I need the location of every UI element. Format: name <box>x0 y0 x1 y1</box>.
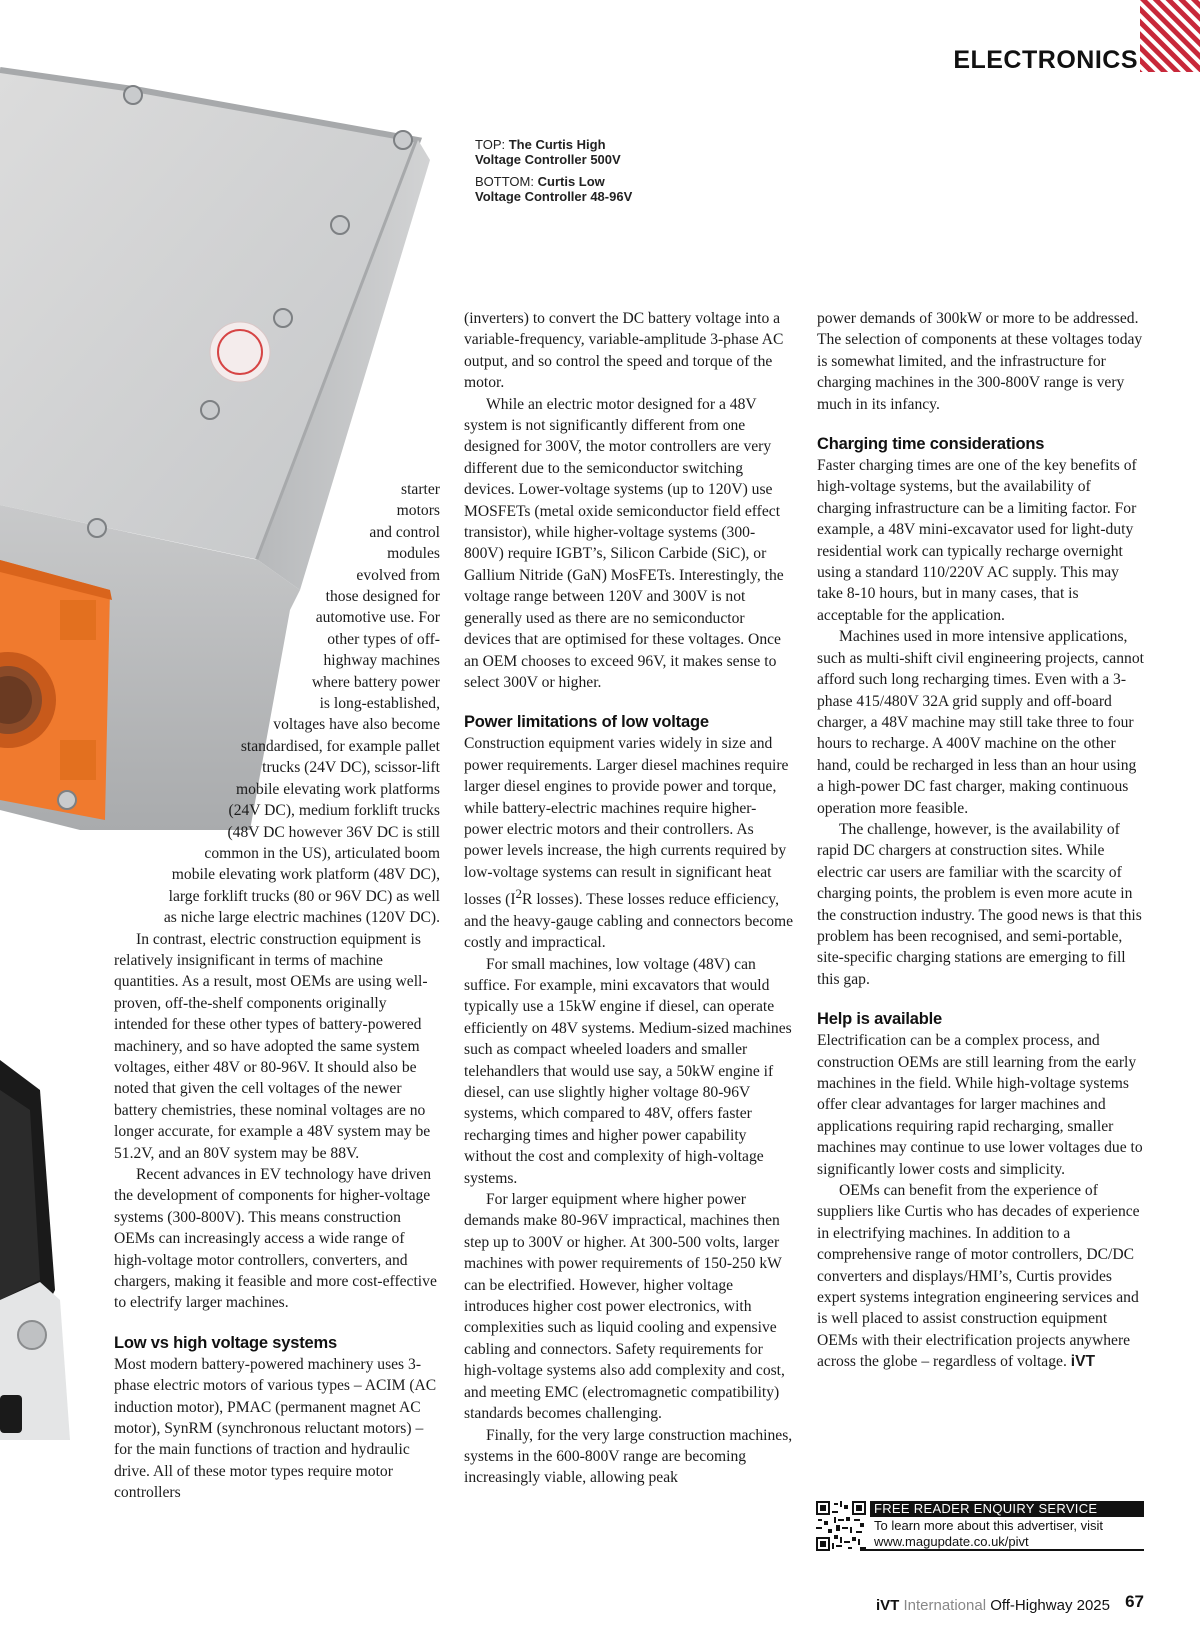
subheading-power-limitations: Power limitations of low voltage <box>464 713 709 732</box>
caption-top-prefix: TOP: <box>475 137 506 152</box>
intro-line: is long-established, <box>319 695 440 713</box>
article-column-3 <box>817 308 1147 1373</box>
intro-line: evolved from <box>356 566 440 584</box>
footer-brand: iVT <box>875 1597 900 1614</box>
article-column-2 <box>464 308 794 1489</box>
body-paragraph: In contrast, electric construction equipment is relatively insignificant in terms of machine quantities. As a result, most OEMs are using well-proven, off-the-shelf components originally intended for these other types of battery-powered machinery, and so have adopted the same system voltages, either 48V or 80-96V. It should also be noted that given the cell voltages of the newer battery chemistries, these nominal voltages are no longer accurate, for example a 48V system may be 51.2V, and an 80V system may be 88V. <box>114 930 431 1162</box>
article-column-1 <box>114 479 440 1504</box>
enquiry-text <box>874 1518 1144 1550</box>
body-paragraph: While an electric motor designed for a 48V system is not significantly different from one designed for 300V, the motor controllers are very different due to the semiconductor switching devices. Lower-voltage systems (up to 120V) use MOSFETs (metal oxide semiconductor field effect transistor), while higher-voltage systems (300-800V) require IGBT’s, Silicon Carbide (SiC), or Gallium Nitride (GaN) MosFETs. Interestingly, the voltage range between 120V and 300V is not generally used as there are no semiconductor devices that are optimised for these voltages. Once an OEM chooses to exceed 96V, it makes sense to select 300V or higher. <box>464 395 784 691</box>
body-paragraph: Faster charging times are one of the key benefits of high-voltage systems, but the availability of charging infrastructure can be a limiting factor. For example, a 48V mini-excavator used for light-duty residential work can typically recharge overnight using a standard 110/220V AC supply. This may take 8-10 hours, but in many cases, that is acceptable for the application. <box>817 457 1137 624</box>
qr-code-icon[interactable] <box>816 1501 866 1551</box>
body-paragraph: Recent advances in EV technology have driven the development of components for higher-voltage systems (300-800V). This means construction OEMs can increasingly access a wide range of high-voltage motor controllers, converters, and chargers, making it feasible and more cost-effective to electrify larger machines. <box>114 1166 437 1312</box>
enquiry-title: FREE READER ENQUIRY SERVICE <box>870 1501 1144 1517</box>
section-title: ELECTRONICS <box>953 46 1138 74</box>
intro-line: (48V DC however 36V DC is still <box>227 823 440 841</box>
text-run: OEMs can benefit from the experience of suppliers like Curtis who has decades of experience in electrifying machines. In addition to a comprehensive range of motor controllers, DC/DC converters and displays/HMI’s, Curtis provides expert systems integration engineering services and is well placed to assist construction equipment OEMs with their electrification projects anywhere across the globe – regardless of voltage. <box>817 1182 1140 1371</box>
intro-line: motors <box>396 502 440 520</box>
body-paragraph: The challenge, however, is the availability of rapid DC chargers at construction sites. While electric car users are familiar with the scarcity of charging points, the problem is even more acute in the construction industry. The good news is that this problem has been recognised, and semi-portable, site-specific charging stations are emerging to fill this gap. <box>817 820 1142 988</box>
reader-enquiry-box[interactable] <box>816 1501 1144 1551</box>
body-paragraph: Electrification can be a complex process, and construction OEMs are still learning from the early machines in the field. While high-voltage systems offer clear advantages for larger machines and applications requiring rapid recharging, smaller machines may continue to use lower voltages due to significantly lower costs and simplicity. <box>817 1032 1143 1178</box>
page-number: 67 <box>1125 1592 1144 1611</box>
body-paragraph: (inverters) to convert the DC battery voltage into a variable-frequency, variable-amplitude 3-phase AC output, and so control the speed and torque of the motor. <box>464 310 784 392</box>
caption-top <box>475 137 635 167</box>
intro-line: mobile elevating work platform (48V DC), <box>171 866 440 884</box>
intro-line: starter <box>401 481 440 498</box>
intro-line: common in the US), articulated boom <box>204 844 440 862</box>
footer-issue: Off-Highway 2025 <box>990 1597 1110 1614</box>
intro-line: as niche large electric machines (120V DC). <box>163 909 440 927</box>
page-footer <box>876 1597 1110 1614</box>
intro-line: highway machines <box>323 652 440 670</box>
header-stripe-decoration <box>1140 0 1200 72</box>
subheading-help-available: Help is available <box>817 1010 942 1029</box>
end-mark: iVT <box>1070 1353 1096 1371</box>
footer-international: International <box>903 1597 987 1614</box>
wrapped-intro-text <box>114 479 440 929</box>
intro-line: standardised, for example pallet <box>240 737 440 755</box>
body-paragraph: For larger equipment where higher power demands make 80-96V impractical, machines then step up to 300V or higher. At 300-500 volts, larger machines with power requirements of 150-250 kW can be electrified. However, higher voltage introduces higher cost power electronics, with complexities such as liquid cooling and expensive cabling and connectors. Safety requirements for high-voltage systems also add complexity and cost, and meeting EMC (electromagnetic compatibility) standards becomes challenging. <box>464 1191 785 1423</box>
intro-line: (24V DC), medium forklift trucks <box>228 802 440 820</box>
text-run: Construction equipment varies widely in size and power requirements. Larger diesel machines require larger diesel engines to provide power and torque, while battery-electric machines require higher-power electric motors and their controllers. As power levels increase, the high currents required by low-voltage systems can result in significant heat losses (I <box>464 735 789 909</box>
caption-bottom <box>475 174 635 204</box>
intro-line: trucks (24V DC), scissor-lift <box>262 759 440 777</box>
caption-bottom-prefix: BOTTOM: <box>475 174 534 189</box>
body-paragraph: For small machines, low voltage (48V) can suffice. For example, mini excavators that would typically use a 15kW engine if diesel, can operate efficiently on 48V systems. Medium-sized machines such as compact wheeled loaders and smaller telehandlers that would use say, a 50kW engine if diesel, can use slightly higher voltage 80-96V systems, which compared to 48V, offers faster recharging times and higher power capability without the cost and complexity of high-voltage systems. <box>464 955 792 1187</box>
intro-line: those designed for <box>325 588 440 606</box>
body-paragraph <box>464 733 794 953</box>
body-paragraph <box>817 1180 1147 1373</box>
image-caption <box>475 137 635 211</box>
subheading-low-vs-high: Low vs high voltage systems <box>114 1333 337 1352</box>
intro-line: voltages have also become <box>273 716 440 734</box>
superscript: 2 <box>515 886 523 902</box>
body-paragraph: power demands of 300kW or more to be addressed. The selection of components at these voltages today is somewhat limited, and the infrastructure for charging machines in the 300-800V range is very much in its infancy. <box>817 310 1143 413</box>
text-run: R losses). These losses reduce efficiency, and the heavy-gauge cabling and connectors become costly and impractical. <box>464 891 794 952</box>
caption-top-text: The Curtis High Voltage Controller 500V <box>475 137 621 167</box>
subheading-charging-time: Charging time considerations <box>817 435 1045 454</box>
intro-line: modules <box>387 545 440 563</box>
intro-line: automotive use. For <box>315 609 440 627</box>
caption-bottom-text: Curtis Low Voltage Controller 48-96V <box>475 174 633 204</box>
intro-line: and control <box>369 523 440 541</box>
body-paragraph: Finally, for the very large construction machines, systems in the 600-800V range are becoming increasingly viable, allowing peak <box>464 1426 793 1487</box>
intro-line: large forklift trucks (80 or 96V DC) as well <box>168 887 440 905</box>
body-paragraph: Machines used in more intensive applications, such as multi-shift civil engineering projects, cannot afford such long recharging times. Even with a 3-phase 415/480V 32A grid supply and off-board charger, a 48V machine may still take three to four hours to recharge. A 400V machine on the other hand, could be recharged in less than an hour using a high-power DC fast charger, making continuous operation more feasible. <box>817 628 1144 817</box>
intro-line: where battery power <box>311 673 440 691</box>
body-paragraph: Most modern battery-powered machinery uses 3-phase electric motors of various types – ACIM (AC induction motor), PMAC (permanent magnet AC motor), SynRM (synchronous reluctant motors) – for the main functions of traction and hydraulic drive. All of these motor types require motor controllers <box>114 1355 437 1502</box>
enquiry-link[interactable]: www.magupdate.co.uk/pivt <box>874 1534 1029 1549</box>
intro-line: other types of off- <box>327 630 440 648</box>
enquiry-line-1: To learn more about this advertiser, visit <box>874 1518 1104 1533</box>
intro-line: mobile elevating work platforms <box>236 780 440 798</box>
